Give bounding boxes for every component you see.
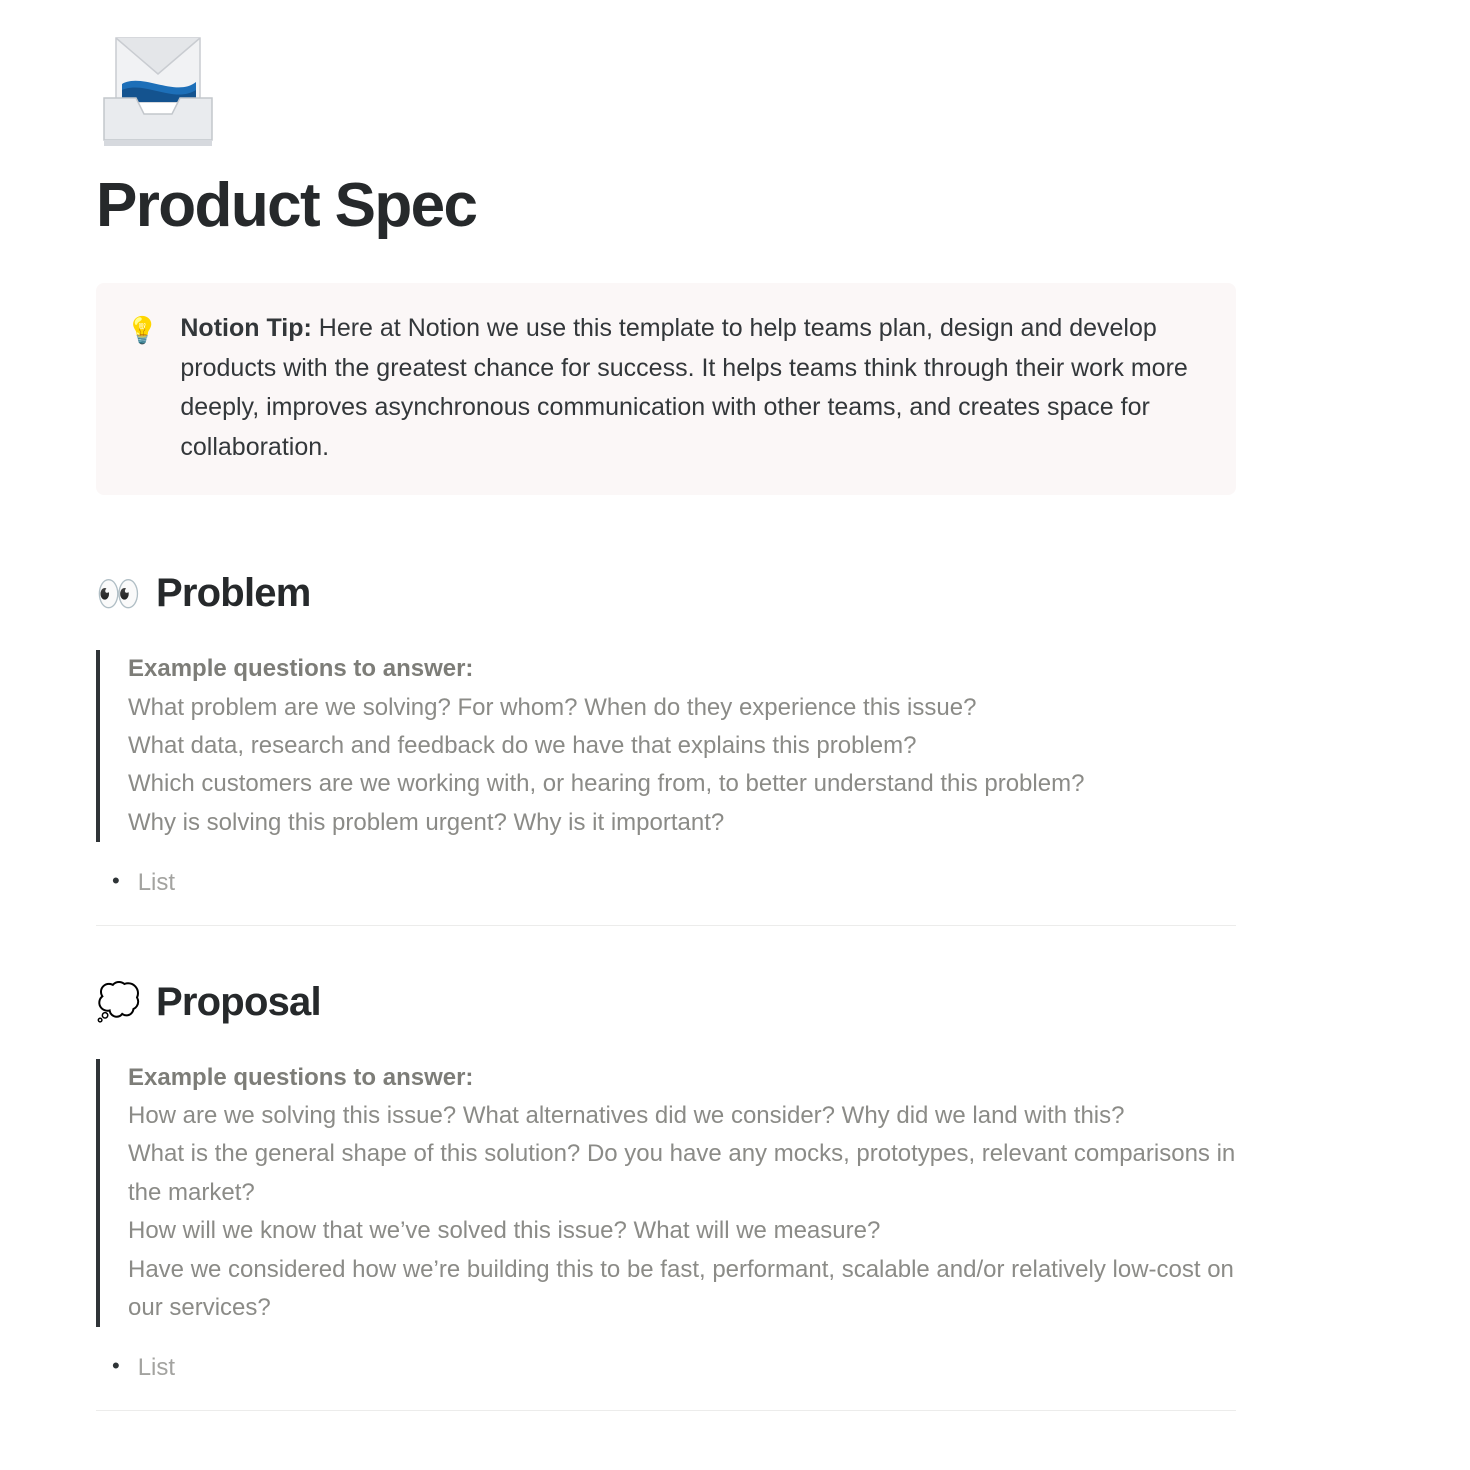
example-questions-quote — [96, 650, 1256, 842]
list-item-label: List — [137, 1354, 176, 1382]
bullet-icon: • — [112, 1353, 120, 1379]
inbox-tray-envelope-icon[interactable] — [96, 28, 220, 152]
bullet-icon: • — [112, 868, 120, 894]
list-item[interactable] — [96, 1349, 1374, 1387]
quote-line: What problem are we solving? For whom? When do they experience this issue? — [128, 693, 977, 721]
page-title: Product Spec — [96, 171, 477, 240]
thought-balloon-icon: 💭 — [96, 981, 141, 1023]
example-questions-quote — [96, 1059, 1256, 1328]
section-heading — [96, 571, 1374, 616]
section-title: Proposal — [156, 979, 321, 1024]
divider — [96, 1410, 1236, 1411]
quote-lead: Example questions to answer: — [128, 655, 474, 683]
light-bulb-icon: 💡 — [126, 315, 159, 346]
notion-tip-callout — [96, 283, 1236, 495]
quote-line: Which customers are we working with, or hearing from, to better understand this problem? — [128, 770, 1085, 798]
quote-lead: Example questions to answer: — [128, 1063, 474, 1091]
section-problem — [96, 571, 1374, 925]
callout-body: Here at Notion we use this template to help teams plan, design and develop products with the greatest chance for success. It helps teams think through their work more deeply, improves asynchronous communication with other teams, and creates space for collaboration. — [180, 314, 1188, 461]
quote-line: Have we considered how we’re building this to be fast, performant, scalable and/or relatively low-cost on our services? — [128, 1255, 1234, 1321]
divider — [96, 925, 1236, 926]
callout-text — [180, 309, 1204, 467]
list-item[interactable] — [96, 864, 1374, 902]
list-item-label: List — [137, 869, 176, 897]
quote-line: Why is solving this problem urgent? Why is it important? — [128, 808, 725, 836]
section-title: Problem — [156, 571, 311, 616]
quote-line: How will we know that we’ve solved this issue? What will we measure? — [128, 1217, 881, 1245]
callout-lead: Notion Tip: — [180, 314, 312, 343]
section-proposal — [96, 980, 1374, 1411]
quote-line: What is the general shape of this solution? Do you have any mocks, prototypes, relevant comparisons in the market? — [128, 1140, 1236, 1206]
quote-line: How are we solving this issue? What alternatives did we consider? Why did we land with this? — [128, 1102, 1125, 1130]
quote-line: What data, research and feedback do we have that explains this problem? — [128, 732, 917, 760]
section-heading — [96, 980, 1374, 1025]
eyes-icon: 👀 — [96, 572, 141, 614]
